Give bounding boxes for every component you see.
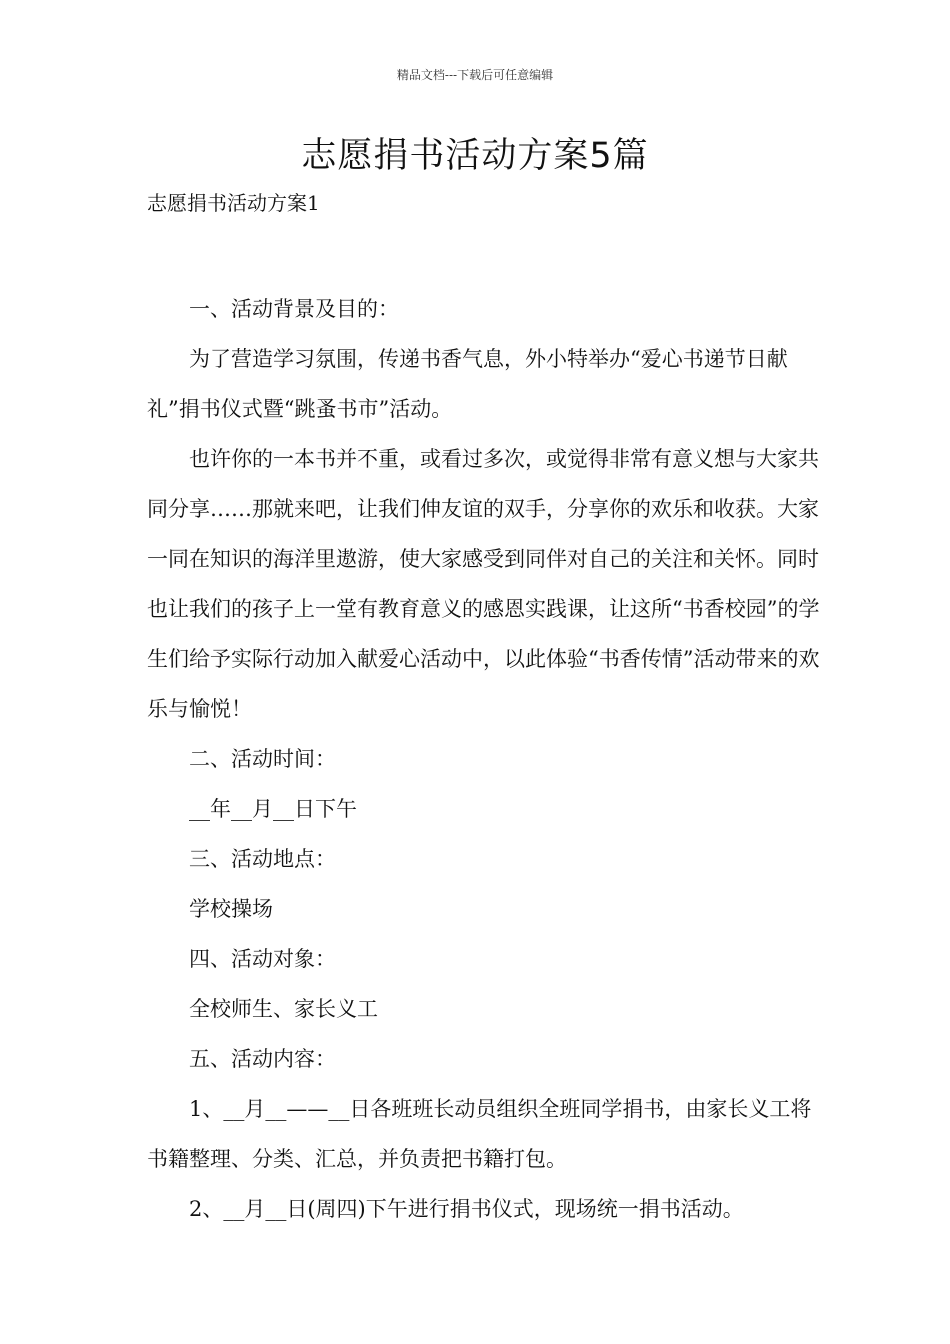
paragraph-time: __年__月__日下午 — [189, 797, 357, 821]
paragraph-content-item-2: 2、__月__日(周四)下午进行捐书仪式，现场统一捐书活动。 — [189, 1197, 744, 1221]
section-heading-location: 三、活动地点： — [189, 847, 336, 871]
paragraph-purpose: 为了营造学习氛围，传递书香气息，外小特举办“爱心书递节日献礼”捐书仪式暨“跳蚤书市”活动。 — [147, 347, 788, 421]
document-body — [147, 284, 827, 1234]
document-title: 志愿捐书活动方案5篇 — [301, 136, 649, 176]
document-subtitle: 志愿捐书活动方案1 — [147, 191, 320, 215]
section-heading-content: 五、活动内容： — [189, 1047, 336, 1071]
paragraph-description: 也许你的一本书并不重，或看过多次，或觉得非常有意义想与大家共同分享……那就来吧，让我们伸友谊的双手，分享你的欢乐和收获。大家一同在知识的海洋里遨游，使大家感受到同伴对自己的关注和关怀。同时也让我们的孩子上一堂有教育意义的感恩实践课，让这所“书香校园”的学生们给予实际行动加入献爱心活动中，以此体验“书香传情”活动带来的欢乐与愉悦！ — [147, 447, 820, 721]
header-note: 精品文档---下载后可任意编辑 — [396, 68, 554, 82]
section-heading-audience: 四、活动对象： — [189, 947, 336, 971]
paragraph-content-item-1: 1、__月__——__日各班班长动员组织全班同学捐书，由家长义工将书籍整理、分类、汇总，并负责把书籍打包。 — [147, 1097, 812, 1171]
paragraph-audience: 全校师生、家长义工 — [189, 997, 378, 1021]
paragraph-location: 学校操场 — [189, 897, 273, 921]
section-heading-background: 一、活动背景及目的： — [189, 297, 399, 321]
section-heading-time: 二、活动时间： — [189, 747, 336, 771]
